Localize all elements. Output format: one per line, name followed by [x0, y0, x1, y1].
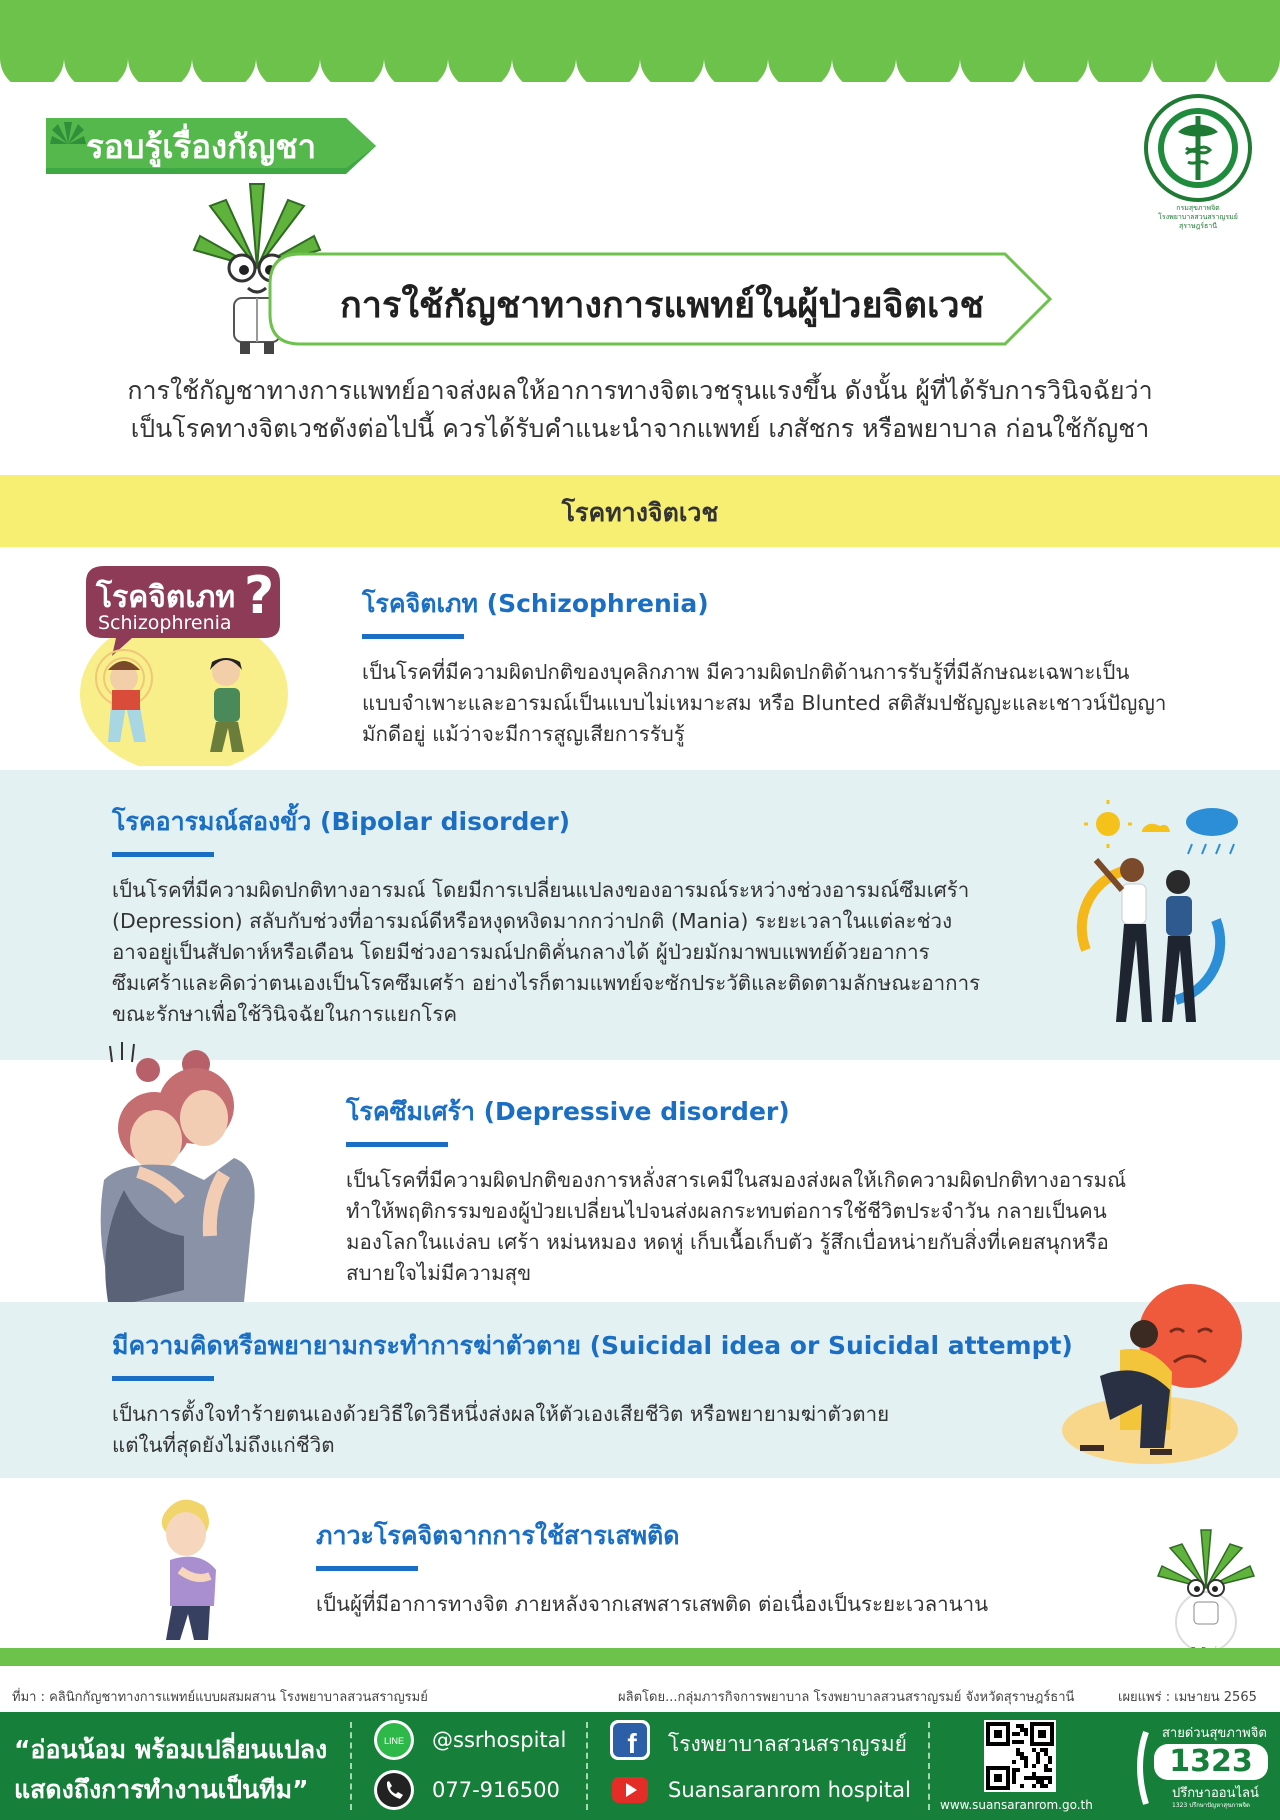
logo-org-line: สุราษฎร์ธานี [1178, 222, 1218, 230]
qr-module [1040, 1780, 1044, 1784]
qr-module [1036, 1756, 1040, 1760]
qr-module [1020, 1756, 1024, 1760]
qr-module [1024, 1776, 1028, 1780]
title-underline [112, 1376, 214, 1381]
qr-module [1040, 1784, 1044, 1788]
header-badge [46, 112, 386, 174]
top-scallop-band [0, 0, 1280, 82]
disease-title: โรคอารมณ์สองขั้ว (Bipolar disorder) [112, 807, 571, 836]
qr-module [1024, 1760, 1028, 1764]
website-link[interactable]: www.suansaranrom.go.th [940, 1798, 1093, 1812]
qr-module [1036, 1752, 1040, 1756]
slogan [14, 1730, 327, 1810]
footer-divider [928, 1722, 930, 1810]
qr-module [1044, 1764, 1048, 1768]
title-underline [112, 852, 214, 857]
qr-module [1036, 1760, 1040, 1764]
qr-module [1012, 1772, 1016, 1776]
description-line: แต่ในที่สุดยังไม่ถึงแก่ชีวิต [112, 1433, 335, 1457]
qr-module [1020, 1784, 1024, 1788]
qr-module [1020, 1752, 1024, 1756]
qr-module [1024, 1756, 1028, 1760]
title-underline [316, 1566, 418, 1571]
disease-suicidal [112, 1326, 1072, 1461]
footer-divider [586, 1722, 588, 1810]
qr-module [1048, 1756, 1052, 1760]
source-row [12, 1684, 1272, 1706]
disease-bipolar [112, 802, 1032, 1030]
intro-paragraph [80, 372, 1200, 448]
qr-module [1040, 1776, 1044, 1780]
description-line: มองโลกในแง่ลบ เศร้า หม่นหมอง หดหู่ เก็บเนื้อเก็บตัว รู้สึกเบื่อหน่ายกับสิ่งที่เคยสนุกหรือ [346, 1230, 1109, 1254]
qr-module [1032, 1772, 1036, 1776]
source-text: ที่มา : คลินิกกัญชาทางการแพทย์แบบผสมผสาน โรงพยาบาลสวนสราญรมย์ [12, 1690, 428, 1705]
description-line: เป็นโรคที่มีความผิดปกติทางอารมณ์ โดยมีการเปลี่ยนแปลงของอารมณ์ระหว่างช่วงอารมณ์ซึมเศร้า [112, 878, 970, 902]
disease-description [346, 1165, 1226, 1289]
disease-title: มีความคิดหรือพยายามกระทำการฆ่าตัวตาย (Suicidal idea or Suicidal attempt) [112, 1331, 1073, 1360]
description-line: เป็นการตั้งใจทำร้ายตนเองด้วยวิธีใดวิธีหนึ่งส่งผลให้ตัวเองเสียชีวิต หรือพยายามฆ่าตัวตาย [112, 1402, 890, 1426]
description-line: ขณะรักษาเพื่อใช้วินิจฉัยในการแยกโรค [112, 1002, 458, 1026]
page-title: การใช้กัญชาทางการแพทย์ในผู้ป่วยจิตเวช [340, 285, 984, 326]
disease-description [362, 657, 1242, 750]
disease-substance [316, 1516, 1076, 1620]
depression-illustration [84, 1040, 284, 1302]
title-underline [346, 1142, 448, 1147]
qr-module [1016, 1732, 1020, 1736]
hotline-badge[interactable] [1132, 1720, 1272, 1814]
qr-module [1036, 1776, 1040, 1780]
phone-icon[interactable] [374, 1770, 414, 1810]
qr-module [1044, 1768, 1048, 1772]
description-line: (Depression) สลับกับช่วงที่อารมณ์ดีหรือหงุดหงิดมากกว่าปกติ (Mania) ระยะเวลาในแต่ละช่วง [112, 909, 953, 933]
qr-module [1044, 1752, 1048, 1756]
logo-org-text [1138, 204, 1258, 231]
schizophrenia-illustration [72, 566, 292, 766]
logo-org-line: กรมสุขภาพจิต [1176, 204, 1220, 212]
schizophrenia-bubble-eng: Schizophrenia [98, 612, 232, 634]
description-line: เป็นโรคที่มีความผิดปกติของบุคลิกภาพ มีความผิดปกติด้านการรับรู้ที่มีลักษณะเฉพาะเป็น [362, 660, 1130, 684]
qr-module [1012, 1740, 1016, 1744]
facebook-icon[interactable] [610, 1720, 650, 1760]
youtube-channel-link[interactable]: Suansaranrom hospital [668, 1778, 911, 1802]
qr-module [1012, 1780, 1016, 1784]
qr-module [1016, 1724, 1020, 1728]
footer-green-line [0, 1648, 1280, 1666]
footer-divider [350, 1722, 352, 1810]
hotline-bottom-text: ปรึกษาออนไลน์ [1172, 1786, 1259, 1801]
qr-module [1032, 1764, 1036, 1768]
badge-label: รอบรู้เรื่องกัญชา [86, 127, 317, 166]
description-line: สบายใจไม่มีความสุข [346, 1261, 532, 1285]
qr-module [1048, 1780, 1052, 1784]
hotline-small-text: 1323 ปรึกษาปัญหาสุขภาพจิต [1172, 1802, 1250, 1809]
qr-module [1044, 1784, 1048, 1788]
qr-module [1016, 1740, 1020, 1744]
description-line: อาจอยู่เป็นสัปดาห์หรือเดือน โดยมีช่วงอารมณ์ปกติคั่นกลางได้ ผู้ป่วยมักมาพบแพทย์ด้วยอาการ [112, 940, 930, 964]
title-banner [260, 248, 1060, 350]
qr-module [1024, 1732, 1028, 1736]
qr-module [1048, 1776, 1052, 1780]
qr-module [1024, 1728, 1028, 1732]
hotline-top-text: สายด่วนสุขภาพจิต [1162, 1726, 1267, 1741]
qr-module [1044, 1748, 1048, 1752]
description-line: มักดีอยู่ แม้ว่าจะมีการสูญเสียการรับรู้ [362, 722, 685, 746]
title-underline [362, 634, 464, 639]
line-icon[interactable] [374, 1720, 414, 1760]
disease-title: ภาวะโรคจิตจากการใช้สารเสพติด [316, 1521, 680, 1550]
logo-org-line: โรงพยาบาลสวนสราญรมย์ [1158, 213, 1238, 221]
intro-line: เป็นโรคทางจิตเวชดังต่อไปนี้ ควรได้รับคำแนะนำจากแพทย์ เภสัชกร หรือพยาบาล ก่อนใช้กัญชา [130, 414, 1150, 443]
qr-module [1028, 1776, 1032, 1780]
qr-module [1012, 1776, 1016, 1780]
qr-module [1012, 1768, 1016, 1772]
youtube-icon[interactable] [610, 1772, 650, 1808]
disease-depressive [346, 1092, 1226, 1289]
description-line: ทำให้พฤติกรรมของผู้ป่วยเปลี่ยนไปจนส่งผลกระทบต่อการใช้ชีวิตประจำวัน กลายเป็นคน [346, 1199, 1107, 1223]
disease-description [112, 1399, 1072, 1461]
published-date: เผยแพร่ : เมษายน 2565 [1118, 1690, 1257, 1705]
producer-text: ผลิตโดย...กลุ่มภารกิจการพยาบาล โรงพยาบาลสวนสราญรมย์ จังหวัดสุราษฎร์ธานี [618, 1690, 1075, 1705]
description-line: เป็นโรคที่มีความผิดปกติของการหลั่งสารเคมีในสมองส่งผลให้เกิดความผิดปกติทางอารมณ์ [346, 1168, 1127, 1192]
qr-module [1016, 1748, 1020, 1752]
intro-line: การใช้กัญชาทางการแพทย์อาจส่งผลให้อาการทางจิตเวชรุนแรงขึ้น ดังนั้น ผู้ที่ได้รับการวินิจฉัยว่า [127, 376, 1153, 405]
qr-module [1032, 1776, 1036, 1780]
description-line: แบบจำเพาะและอารมณ์เป็นแบบไม่เหมาะสม หรือ Blunted สติสัมปชัญญะและเชาวน์ปัญญา [362, 691, 1167, 715]
qr-module [1020, 1728, 1024, 1732]
qr-module [1012, 1760, 1016, 1764]
qr-module [1044, 1776, 1048, 1780]
substance-illustration [140, 1490, 236, 1648]
disease-description [112, 875, 1032, 1030]
qr-module [1048, 1760, 1052, 1764]
question-mark-icon: ? [244, 566, 275, 626]
qr-module [1048, 1768, 1052, 1772]
description-line: ซึมเศร้าและคิดว่าตนเองเป็นโรคซึมเศร้า อย่างไรก็ตามแพทย์จะซักประวัติและติดตามลักษณะอาการ [112, 971, 981, 995]
disease-description [316, 1589, 1076, 1620]
schizophrenia-bubble-thai: โรคจิตเภท [96, 580, 236, 615]
disease-title: โรคซึมเศร้า (Depressive disorder) [346, 1097, 790, 1126]
qr-module [1016, 1752, 1020, 1756]
dr-ganja-mascot [1156, 1526, 1256, 1654]
disease-title: โรคจิตเภท (Schizophrenia) [362, 589, 709, 618]
slogan-line: “อ่อนน้อม พร้อมเปลี่ยนแปลง [14, 1735, 328, 1764]
qr-module [1016, 1768, 1020, 1772]
section-header-bar [0, 475, 1280, 547]
hotline-number: 1323 [1169, 1744, 1253, 1779]
line-id-link[interactable]: @ssrhospital [432, 1728, 567, 1752]
disease-schizophrenia [362, 584, 1242, 750]
qr-module [1040, 1748, 1044, 1752]
ministry-logo [1138, 92, 1258, 242]
qr-module [1020, 1740, 1024, 1744]
description-line: เป็นผู้ที่มีอาการทางจิต ภายหลังจากเสพสารเสพติด ต่อเนื่องเป็นระยะเวลานาน [316, 1592, 989, 1616]
section-header-label: โรคทางจิตเวช [561, 498, 719, 527]
qr-module [1032, 1784, 1036, 1788]
qr-module [1024, 1764, 1028, 1768]
bipolar-illustration [1066, 800, 1246, 1032]
slogan-line: แสดงถึงการทำงานเป็นทีม” [14, 1775, 309, 1804]
qr-module [1012, 1732, 1016, 1736]
facebook-page-link[interactable]: โรงพยาบาลสวนสราญรมย์ [668, 1732, 907, 1756]
qr-module [1020, 1724, 1024, 1728]
svg-text:f: f [627, 1728, 637, 1759]
phone-number-link[interactable]: 077-916500 [432, 1778, 560, 1802]
qr-module [1036, 1780, 1040, 1784]
qr-module [1032, 1748, 1036, 1752]
footer-bar [0, 1712, 1280, 1820]
line-icon-text: LINE [383, 1736, 405, 1746]
suicidal-illustration [1060, 1280, 1250, 1470]
qr-code[interactable] [984, 1720, 1056, 1792]
